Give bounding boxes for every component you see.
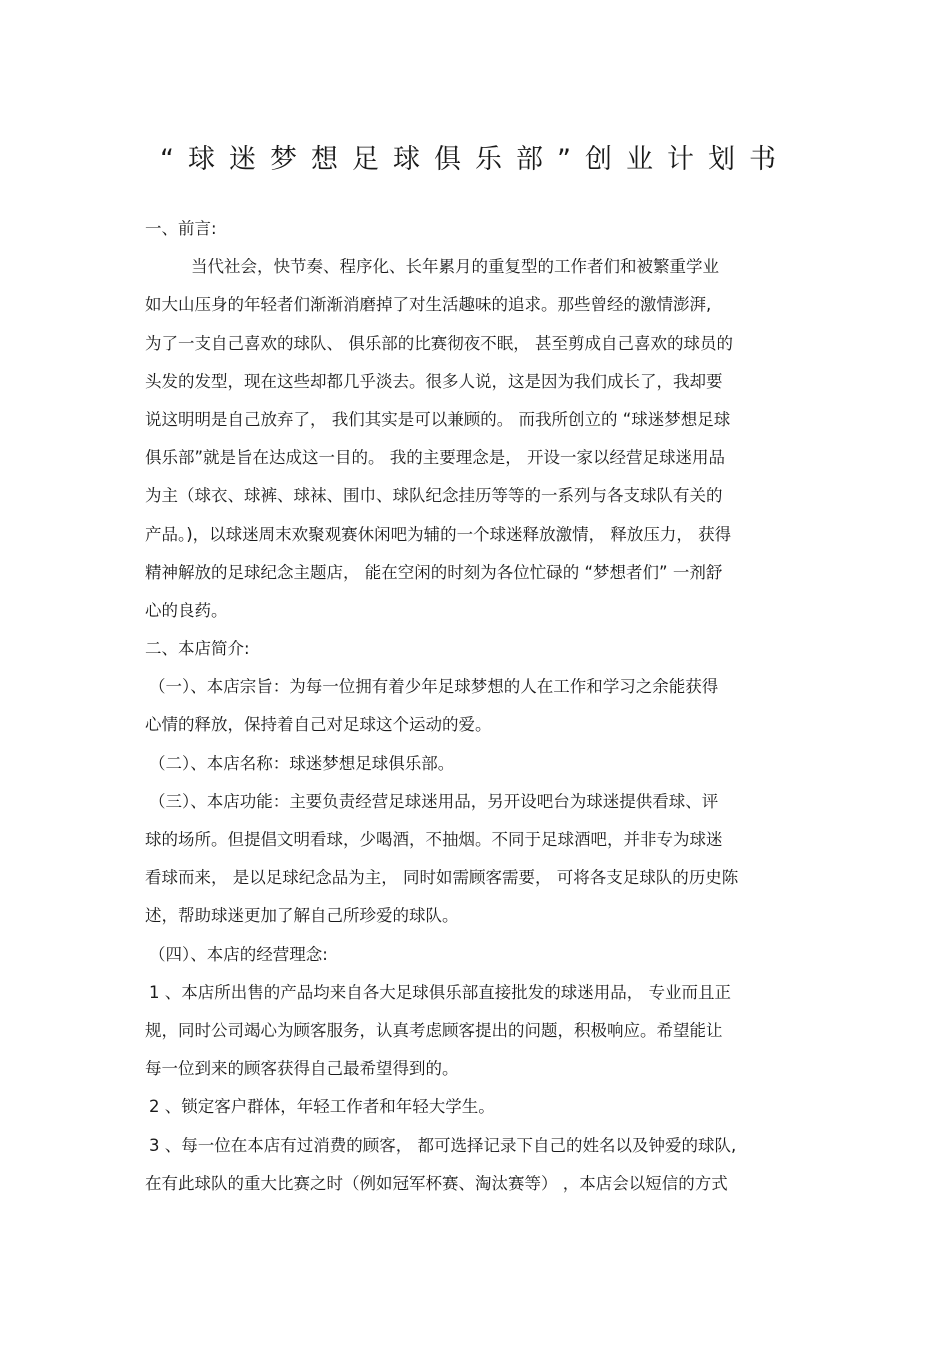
paragraph-line: 心情的释放，保持着自己对足球这个运动的爱。 (145, 715, 492, 735)
subsection-line: （三）、本店功能：主要负责经营足球迷用品，另开设吧台为球迷提供看球、评 (149, 791, 719, 811)
list-item: 3 、每一位在本店有过消费的顾客， 都可选择记录下自己的姓名以及钟爱的球队, (149, 1135, 737, 1155)
paragraph-line: 述，帮助球迷更加了解自己所珍爱的球队。 (145, 906, 459, 926)
list-item: 2 、锁定客户群体，年轻工作者和年轻大学生。 (149, 1097, 495, 1117)
paragraph-line: 规，同时公司竭心为顾客服务，认真考虑顾客提出的问题，积极响应。希望能让 (145, 1020, 723, 1040)
paragraph-line: 俱乐部”就是旨在达成这一目的。 我的主要理念是， 开设一家以经营足球迷用品 (145, 448, 726, 468)
paragraph-line: 产品。)，以球迷周末欢聚观赛休闲吧为辅的一个球迷释放激情， 释放压力， 获得 (145, 524, 732, 544)
subsection-line: （四）、本店的经营理念: (149, 944, 328, 964)
paragraph-line: 在有此球队的重大比赛之时（例如冠军杯赛、淘汰赛等） ，本店会以短信的方式 (145, 1173, 728, 1193)
paragraph-line: 当代社会，快节奏、程序化、长年累月的重复型的工作者们和被繁重学业 (191, 257, 719, 277)
document-body (145, 210, 810, 1203)
subsection-line: （一）、本店宗旨：为每一位拥有着少年足球梦想的人在工作和学习之余能获得 (149, 677, 719, 697)
list-item: 1 、本店所出售的产品均来自各大足球俱乐部直接批发的球迷用品， 专业而且正 (149, 982, 731, 1002)
section-heading: 一、前言: (145, 219, 217, 238)
paragraph-line: 球的场所。但提倡文明看球，少喝酒，不抽烟。不同于足球酒吧，并非专为球迷 (145, 830, 723, 849)
paragraph-line: 为了一支自己喜欢的球队、 俱乐部的比赛彻夜不眠， 甚至剪成自己喜欢的球员的 (145, 333, 733, 353)
paragraph-line: 看球而来， 是以足球纪念品为主， 同时如需顾客需要， 可将各支足球队的历史陈 (145, 868, 739, 888)
paragraph-line: 如大山压身的年轻者们渐渐消磨掉了对生活趣味的追求。那些曾经的激情澎湃, (145, 295, 712, 315)
paragraph-line: 精神解放的足球纪念主题店， 能在空闲的时刻为各位忙碌的 “梦想者们” 一剂舒 (145, 562, 723, 582)
subsection-line: （二）、本店名称：球迷梦想足球俱乐部。 (149, 753, 455, 773)
paragraph-line: 心的良药。 (145, 600, 228, 620)
paragraph-line: 每一位到来的顾客获得自己最希望得到的。 (145, 1059, 459, 1079)
document-title: “球迷梦想足球俱乐部”创业计划书 (160, 144, 790, 175)
paragraph-line: 为主（球衣、球裤、球袜、围巾、球队纪念挂历等等的一系列与各支球队有关的 (145, 486, 723, 506)
paragraph-line: 说这明明是自己放弃了， 我们其实是可以兼顾的。 而我所创立的 “球迷梦想足球 (145, 409, 731, 429)
section-heading: 二、本店简介: (145, 639, 250, 659)
paragraph-line: 头发的发型，现在这些却都几乎淡去。很多人说，这是因为我们成长了，我却要 (145, 371, 723, 391)
